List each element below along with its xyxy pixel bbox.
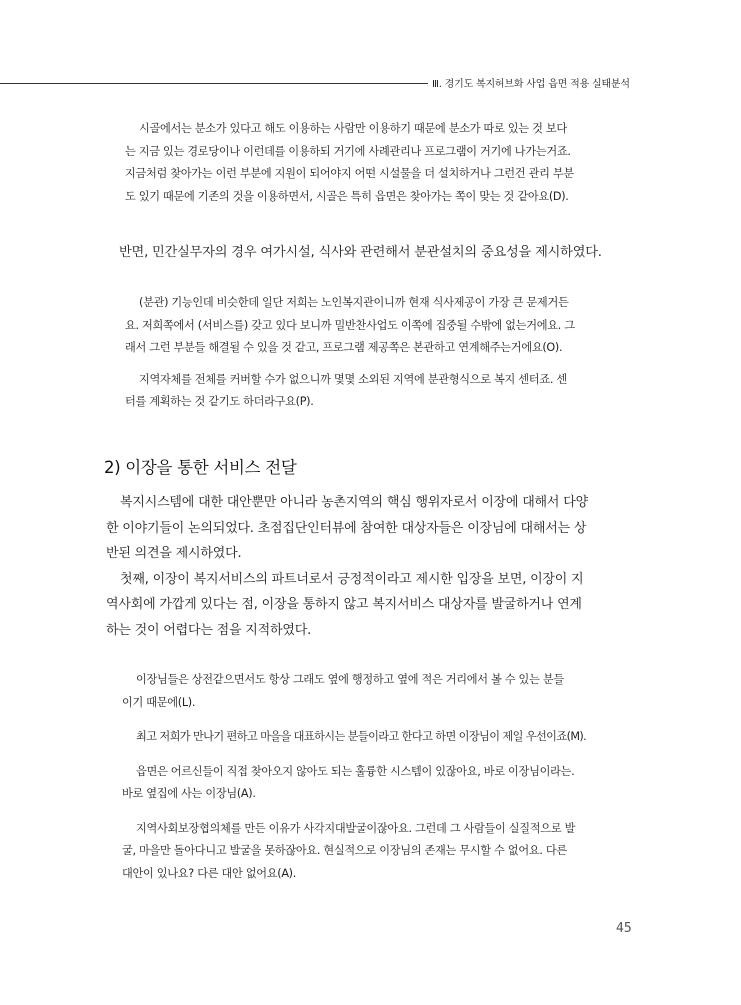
interview-quote-block <box>125 292 625 414</box>
quote-line: 요. 저희쪽에서 (서비스를) 갖고 있다 보니까 밀반찬사업도 이쪽에 집중될 수밖에 없는거에요. 그 <box>125 318 575 332</box>
quote-line: (분관) 기능인데 비슷한데 일단 저희는 노인복지관이니까 현재 식사제공이 가장 큰 문제거든 <box>139 296 569 309</box>
quote-line: 읍면은 어르신들이 직접 찾아오지 않아도 되는 훌륭한 시스템이 있잖아요, 바로 이장님이라는. <box>136 764 575 778</box>
interview-quote-block <box>122 669 627 885</box>
quote-line: 이기 때문에(L). <box>122 695 196 709</box>
body-line: 하는 것이 어렵다는 점을 지적하였다. <box>106 622 312 638</box>
quote-line: 최고 저희가 만나기 편하고 마을을 대표하시는 분들이라고 한다고 하면 이장님이 제일 우선이죠(M). <box>136 730 587 743</box>
body-line: 역사회에 가깝게 있다는 점, 이장을 통하지 않고 복지서비스 대상자를 발굴하거나 연계 <box>106 597 582 612</box>
body-line: 반면, 민간실무자의 경우 여가시설, 식사와 관련해서 분관설치의 중요성을 제시하였다. <box>119 245 602 260</box>
quote-line: 시골에서는 분소가 있다고 해도 이용하는 사람만 이용하기 때문에 분소가 따로 있는 것 보다 <box>139 122 567 135</box>
body-line: 복지시스템에 대한 대안뿐만 아니라 농촌지역의 핵심 행위자로서 이장에 대해서 다양 <box>120 495 588 510</box>
quote-line: 바로 옆집에 사는 이장님(A). <box>122 787 256 800</box>
running-head: Ⅲ. 경기도 복지허브화 사업 읍면 적용 실태분석 <box>432 79 630 90</box>
quote-line: 터를 계획하는 것 같기도 하더라구요(P). <box>125 395 314 408</box>
quote-line: 지역사회보장협의체를 만든 이유가 사각지대발굴이잖아요. 그런데 그 사람들이 실질적으로 발 <box>136 821 576 835</box>
body-paragraph <box>106 490 636 643</box>
quote-line: 굴, 마을만 돌아다니고 발굴을 못하잖아요. 현실적으로 이장님의 존재는 무시할 수 없어요. 다른 <box>122 844 567 857</box>
quote-line: 는 지금 있는 경로당이나 이런데를 이용하되 거기에 사례관리나 프로그램이 거기에 나가는거죠. <box>125 144 571 158</box>
body-line: 첫째, 이장이 복지서비스의 파트너로서 긍정적이라고 제시한 입장을 보면, 이장이 지 <box>120 571 584 587</box>
section-heading: 2) 이장을 통한 서비스 전달 <box>104 458 297 477</box>
quote-line: 래서 그런 부분들 해결될 수 있을 것 같고, 프로그램 제공쪽은 본관하고 연계해주는거에요(O). <box>125 341 563 354</box>
quote-line: 지역자체를 전체를 커버할 수가 없으니까 몇몇 소외된 지역에 분관형식으로 복지 센터죠. 센 <box>139 372 567 386</box>
quote-line: 지금처럼 찾아가는 이런 부분에 지원이 되어야지 어떤 시설물을 더 설치하거나 그런건 관리 부분 <box>125 167 574 180</box>
quote-line: 도 있기 때문에 기존의 것을 이용하면서, 시골은 특히 읍면은 찾아가는 쪽이 맞는 것 같아요(D). <box>125 189 569 203</box>
body-line: 반된 의견을 제시하였다. <box>106 546 242 561</box>
quote-line: 이장님들은 상전같으면서도 항상 그래도 옆에 행정하고 옆에 적은 거리에서 볼 수 있는 분들 <box>136 673 564 686</box>
interview-quote-block <box>125 118 625 208</box>
page-number: 45 <box>616 921 632 936</box>
body-line: 한 이야기들이 논의되었다. 초점집단인터뷰에 참여한 대상자들은 이장님에 대해서는 상 <box>106 520 587 536</box>
quote-line: 대안이 있나요? 다른 대안 없어요(A). <box>122 866 296 880</box>
header-rule <box>0 83 428 84</box>
body-paragraph <box>106 240 636 266</box>
